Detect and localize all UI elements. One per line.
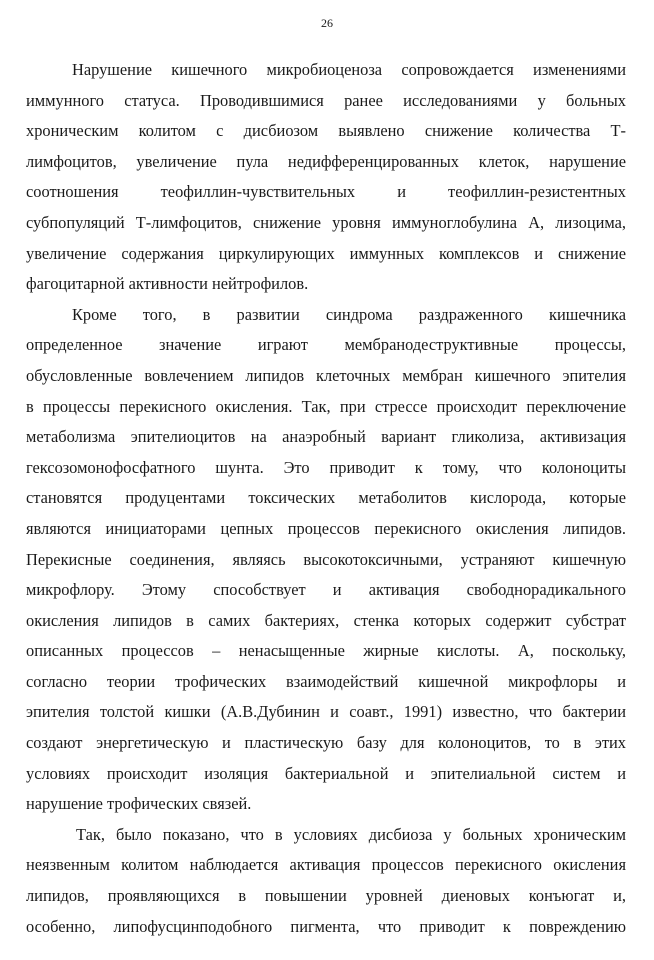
text-line: фагоцитарной активности нейтрофилов. — [26, 274, 309, 294]
text-line: гексозомонофосфатного шунта. Это приводит к тому, что колоноциты — [26, 457, 626, 477]
text-line: липидов, проявляющихся в повышении уровней диеновых конъюгат и, — [26, 886, 626, 906]
text-line: описанных процессов – ненасыщенные жирные кислоты. А, поскольку, — [26, 641, 626, 661]
text-line: метаболизма эпителиоцитов на анаэробный вариант гликолиза, активизация — [26, 427, 626, 447]
text-line: в процессы перекисного окисления. Так, при стрессе происходит переключение — [26, 396, 626, 416]
text-line: окисления липидов в самих бактериях, стенка которых содержит субстрат — [26, 610, 626, 630]
text-line: нарушение трофических связей. — [26, 794, 252, 814]
text-line: условиях происходит изоляция бактериальной и эпителиальной систем и — [26, 763, 626, 783]
text-line: особенно, липофусцинподобного пигмента, что приводит к повреждению — [26, 916, 626, 936]
text-line: неязвенным колитом наблюдается активация процессов перекисного окисления — [26, 855, 626, 875]
text-line: становятся продуцентами токсических метаболитов кислорода, которые — [26, 488, 626, 508]
text-line: увеличение содержания циркулирующих иммунных комплексов и снижение — [26, 243, 626, 263]
page-number: 26 — [321, 16, 333, 30]
body-text — [26, 55, 626, 942]
text-line: Перекисные соединения, являясь высокотоксичными, устраняют кишечную — [26, 549, 626, 569]
paragraph-3 — [26, 820, 626, 942]
text-line: хроническим колитом с дисбиозом выявлено снижение количества Т- — [26, 121, 626, 141]
text-line: иммунного статуса. Проводившимися ранее исследованиями у больных — [26, 90, 626, 110]
text-line: Так, было показано, что в условиях дисбиоза у больных хроническим — [76, 824, 626, 844]
text-line: соотношения теофиллин-чувствительных и теофиллин-резистентных — [26, 182, 626, 202]
paragraph-1 — [26, 55, 626, 300]
text-line: являются инициаторами цепных процессов перекисного окисления липидов. — [26, 518, 626, 538]
text-line: определенное значение играют мембранодеструктивные процессы, — [26, 335, 626, 355]
text-line: Кроме того, в развитии синдрома раздраженного кишечника — [72, 304, 626, 324]
text-line: согласно теории трофических взаимодействий кишечной микрофлоры и — [26, 671, 626, 691]
paragraph-2 — [26, 300, 626, 820]
text-line: обусловленные вовлечением липидов клеточных мембран кишечного эпителия — [26, 365, 626, 385]
text-line: микрофлору. Этому способствует и активация свободнорадикального — [26, 580, 626, 600]
text-line: лимфоцитов, увеличение пула недифференцированных клеток, нарушение — [26, 151, 626, 171]
text-line: эпителия толстой кишки (А.В.Дубинин и соавт., 1991) известно, что бактерии — [26, 702, 626, 722]
text-line: Нарушение кишечного микробиоценоза сопровождается изменениями — [72, 60, 626, 79]
text-line: субпопуляций Т-лимфоцитов, снижение уровня иммуноглобулина А, лизоцима, — [26, 212, 626, 232]
text-line: создают энергетическую и пластическую базу для колоноцитов, то в этих — [26, 733, 626, 753]
